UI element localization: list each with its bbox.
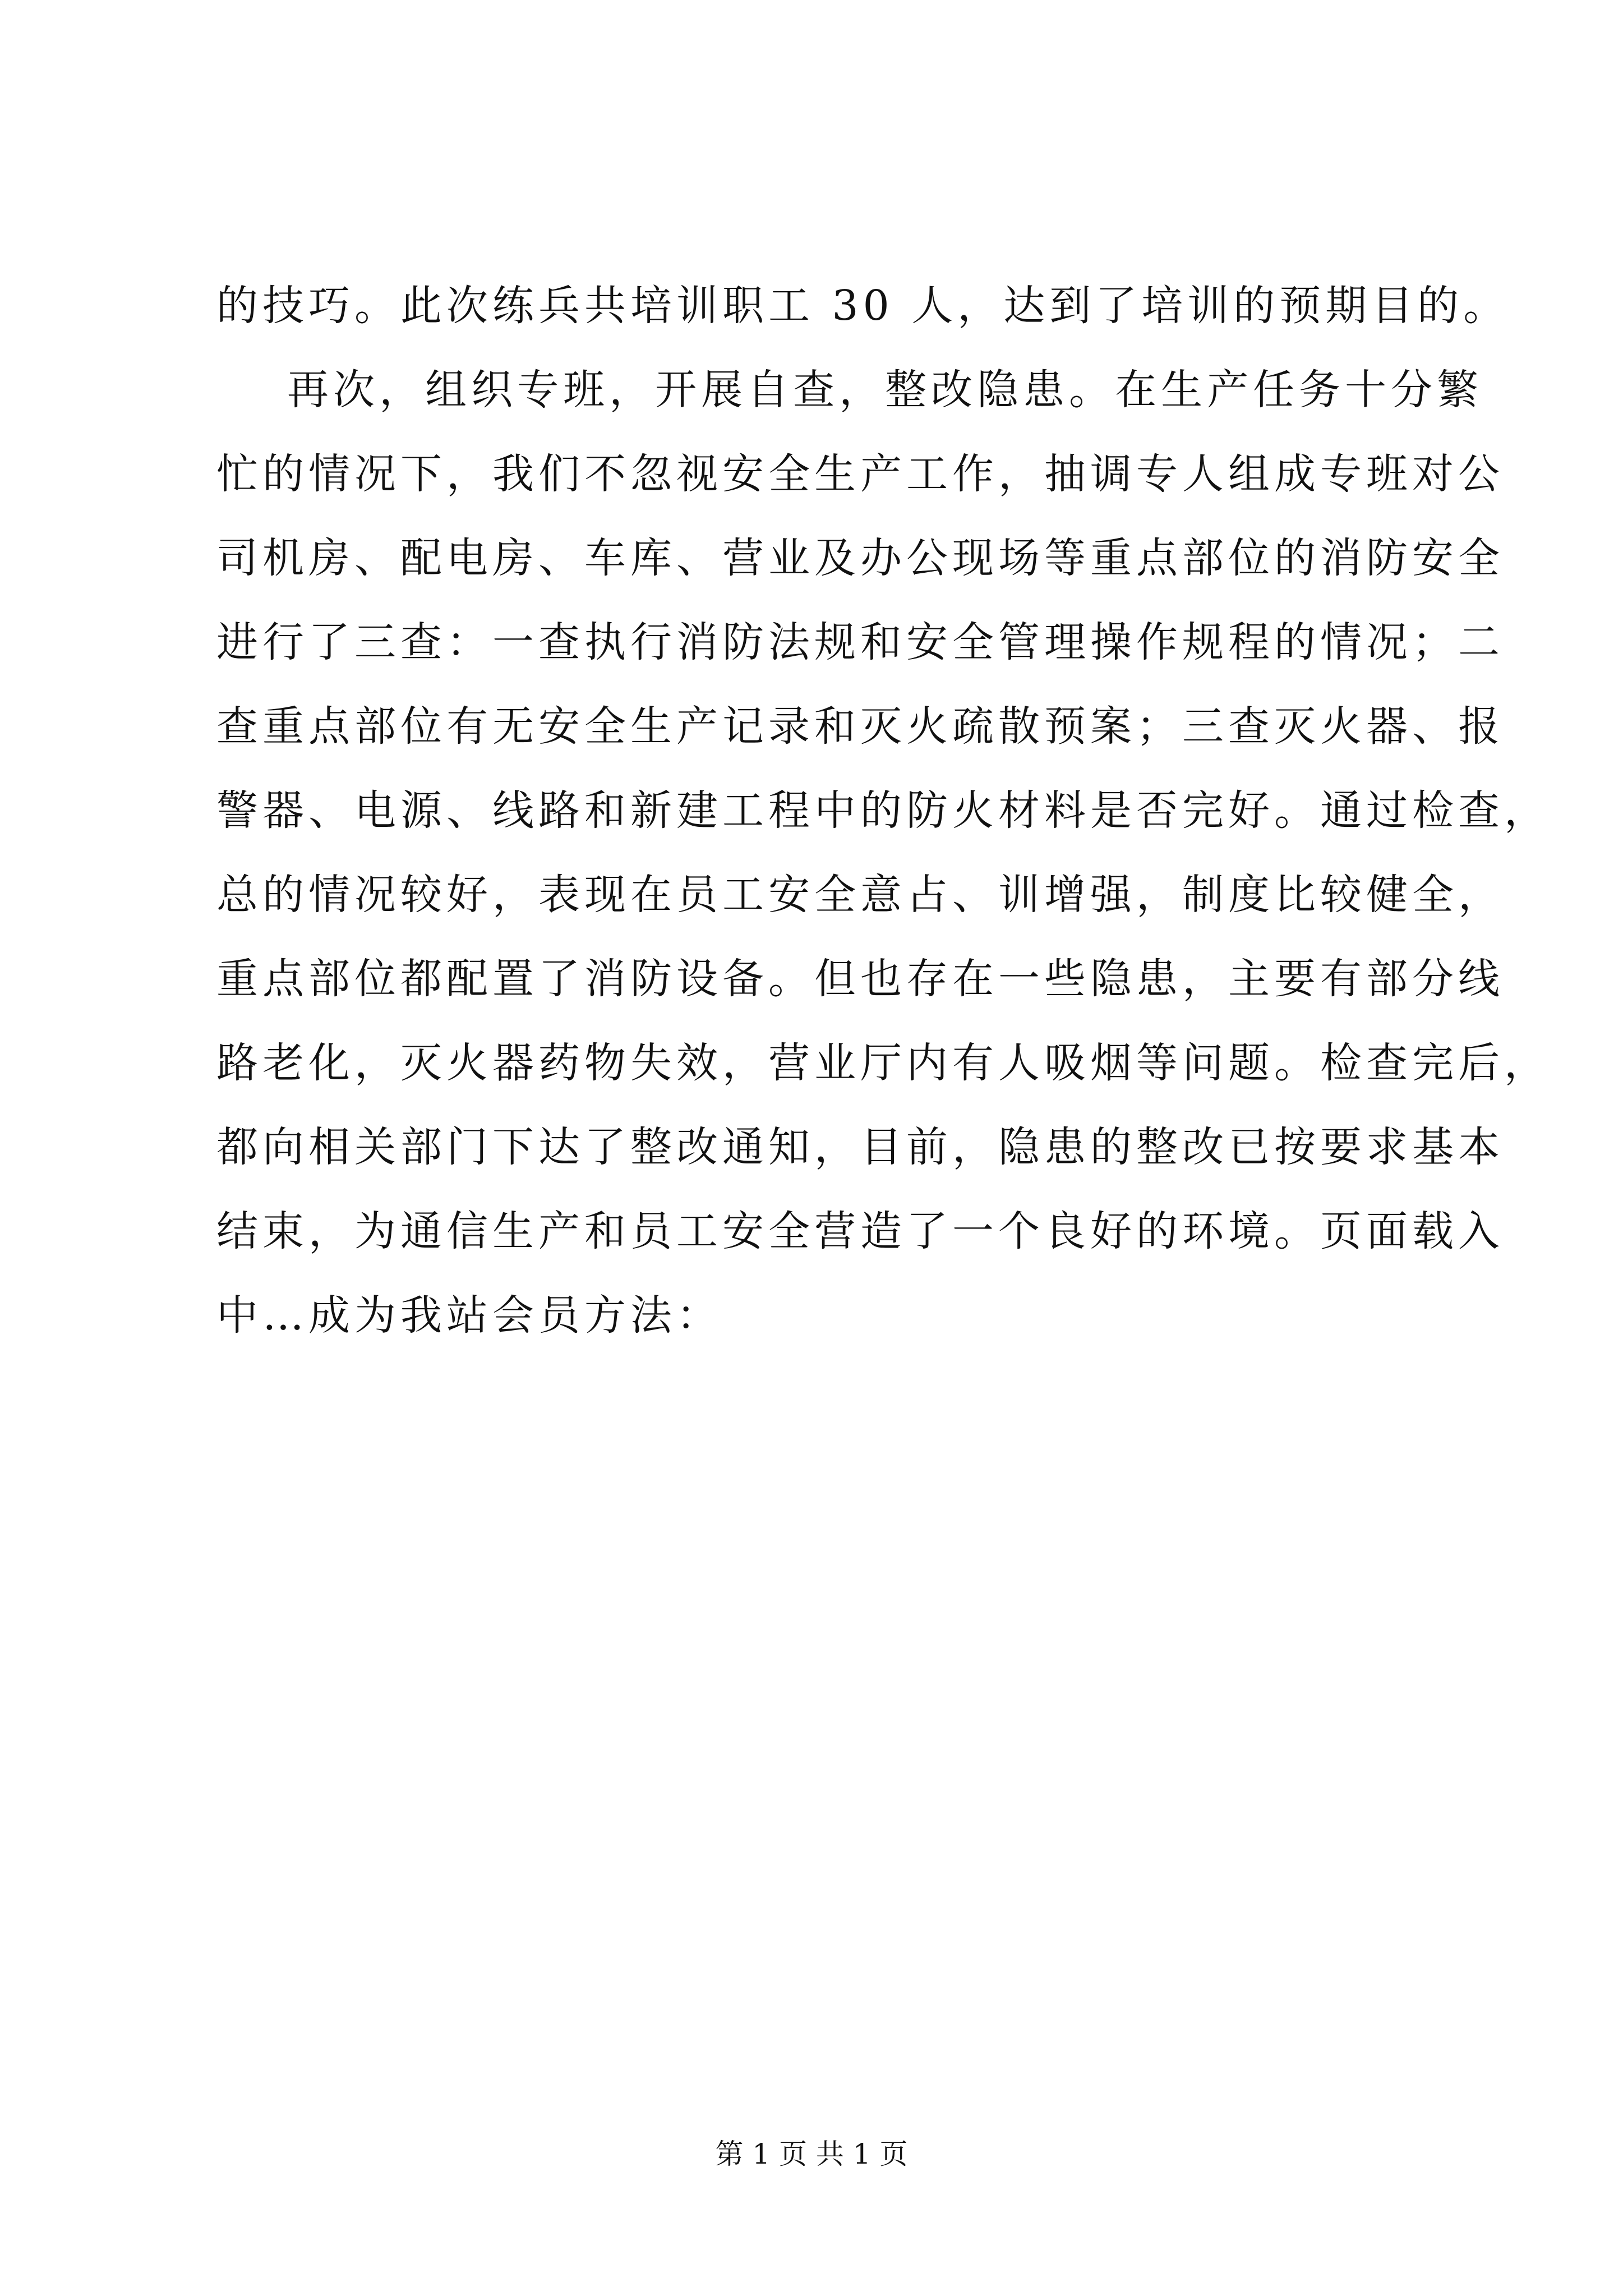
text-line-2: 再次，组织专班，开展自查，整改隐患。在生产任务十分繁 — [216, 366, 1483, 414]
text-line-3: 忙的情况下，我们不忽视安全生产工作，抽调专人组成专班对公 — [216, 450, 1504, 498]
text-line-6: 查重点部位有无安全生产记录和灭火疏散预案；三查灭火器、报 — [216, 702, 1504, 751]
text-line-1: 的技巧。此次练兵共培训职工 30 人，达到了培训的预期目的。 — [216, 282, 1510, 330]
page-number-footer: 第 1 页 共 1 页 — [715, 2138, 908, 2170]
text-line-9: 重点部位都配置了消防设备。但也存在一些隐患，主要有部分线 — [216, 955, 1504, 1003]
text-line-5: 进行了三查：一查执行消防法规和安全管理操作规程的情况；二 — [216, 618, 1504, 666]
text-line-7: 警器、电源、线路和新建工程中的防火材料是否完好。通过检查， — [216, 786, 1550, 835]
text-line-12: 结束，为通信生产和员工安全营造了一个良好的环境。页面载入 — [216, 1207, 1504, 1255]
text-line-10: 路老化，灭火器药物失效，营业厅内有人吸烟等问题。检查完后， — [216, 1039, 1550, 1087]
text-line-4: 司机房、配电房、车库、营业及办公现场等重点部位的消防安全 — [216, 534, 1504, 582]
text-line-11: 都向相关部门下达了整改通知，目前，隐患的整改已按要求基本 — [216, 1123, 1504, 1171]
text-line-8: 总的情况较好，表现在员工安全意占、训增强，制度比较健全， — [216, 871, 1504, 919]
body-text — [216, 264, 1550, 1358]
text-line-13: 中…成为我站会员方法： — [216, 1291, 722, 1340]
